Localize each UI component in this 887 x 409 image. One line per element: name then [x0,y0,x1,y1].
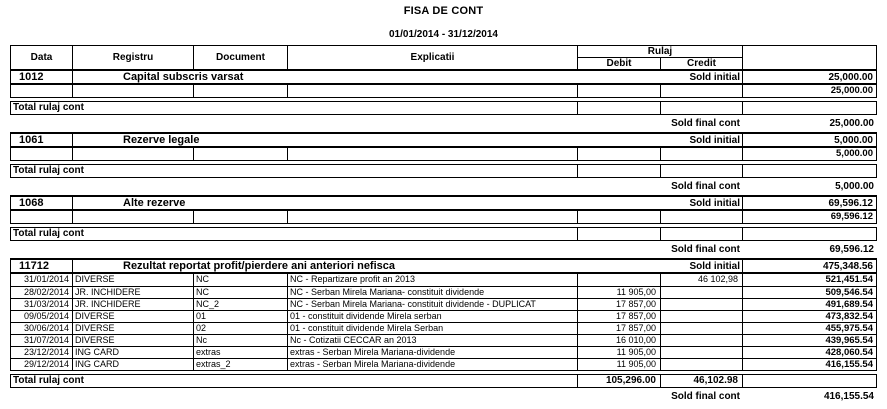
col-header-sold [743,46,876,69]
total-debit: 105,296.00 [578,375,661,387]
col-header-data: Data [11,46,73,69]
sold-final-label: Sold final cont [671,244,740,255]
table-row [11,286,876,298]
cell-explicatii: NC - Serban Mirela Mariana- constituit dividende - DUPLICAT [288,299,578,310]
table-row [11,148,876,160]
cell-registru: DIVERSE [73,323,194,334]
cell-credit: 46 102,98 [661,274,743,286]
report-period: 01/01/2014 - 31/12/2014 [389,29,498,40]
cell-explicatii: extras - Serban Mirela Mariana-dividende [288,359,578,370]
account-number: 1068 [11,197,73,209]
cell-sold: 5,000.00 [836,148,873,159]
cell-explicatii: NC - Serban Mirela Mariana- constituit dividende [288,287,578,298]
cell-registru: JR. INCHIDERE [73,299,194,310]
cell-debit: 17 857,00 [578,311,661,322]
table-row [11,358,876,370]
account-number: 1061 [11,134,73,146]
cell-debit: 11 905,00 [578,287,661,298]
cell-explicatii [288,85,578,97]
cell-credit [661,311,743,322]
cell-credit [661,85,743,97]
cell-document: NC_2 [194,299,288,310]
cell-document: extras [194,347,288,358]
account-number: 11712 [11,260,73,272]
account-sheet [10,45,877,402]
cell-sold: 25,000.00 [830,85,873,96]
sold-final-line [10,181,877,192]
total-credit [661,228,743,240]
sold-final-label: Sold final cont [671,181,740,192]
cell-debit: 11 905,00 [578,347,661,358]
sold-initial-label: Sold initial [578,71,743,83]
total-rulaj-label: Total rulaj cont [11,102,578,114]
account-section-1068 [10,195,877,255]
cell-document [194,148,288,160]
table-row [11,298,876,310]
table-row [11,334,876,346]
cell-credit [661,287,743,298]
cell-document: NC [194,274,288,286]
cell-document: 01 [194,311,288,322]
account-rows [10,85,877,98]
col-header-document: Document [194,46,288,69]
account-header-row [10,132,877,148]
cell-data: 31/01/2014 [11,274,73,286]
account-header-row [10,69,877,85]
col-header-rulaj: Rulaj [578,46,742,58]
cell-sold: 491,689.54 [825,299,873,310]
account-title: Rezultat reportat profit/pierdere ani anteriori nefisca [123,260,396,272]
cell-registru: DIVERSE [73,274,194,286]
cell-data: 31/07/2014 [11,335,73,346]
table-row [11,310,876,322]
sold-final-line [10,118,877,129]
table-row [11,85,876,97]
cell-explicatii: 01 - constituit dividende Mirela Serban [288,323,578,334]
cell-document: NC [194,287,288,298]
cell-registru: DIVERSE [73,311,194,322]
cell-credit [661,323,743,334]
cell-data: 28/02/2014 [11,287,73,298]
total-rulaj-row [10,374,877,388]
cell-explicatii: extras - Serban Mirela Mariana-dividende [288,347,578,358]
sold-initial-label: Sold initial [578,260,743,272]
table-row [11,274,876,286]
cell-sold: 521,451.54 [825,274,873,285]
total-rulaj-label: Total rulaj cont [11,375,578,387]
sold-initial-label: Sold initial [578,197,743,209]
account-header-row [10,195,877,211]
cell-registru: JR. INCHIDERE [73,287,194,298]
cell-document [194,211,288,223]
cell-registru [73,211,194,223]
account-rows [10,274,877,371]
cell-explicatii [288,148,578,160]
cell-debit [578,211,661,223]
cell-data: 23/12/2014 [11,347,73,358]
account-header-row [10,258,877,274]
sold-final-line [10,391,877,402]
cell-sold: 69,596.12 [830,211,873,222]
total-credit: 46,102.98 [661,375,743,387]
total-credit [661,165,743,177]
sold-initial-value: 5,000.00 [834,134,873,146]
cell-registru [73,148,194,160]
cell-debit: 17 857,00 [578,323,661,334]
total-rulaj-row [10,101,877,115]
account-number: 1012 [11,71,73,83]
cell-credit [661,148,743,160]
cell-debit [578,148,661,160]
report-title: FISA DE CONT [403,5,484,17]
sold-initial-label: Sold initial [578,134,743,146]
cell-registru: ING CARD [73,347,194,358]
cell-data: 29/12/2014 [11,359,73,370]
cell-sold: 473,832.54 [825,311,873,322]
account-section-1061 [10,132,877,192]
col-header-explicatii: Explicatii [288,46,578,69]
cell-debit [578,274,661,286]
table-row [11,322,876,334]
cell-registru: ING CARD [73,359,194,370]
sold-initial-value: 25,000.00 [828,71,873,83]
account-title: Capital subscris varsat [123,71,244,83]
account-rows [10,148,877,161]
cell-data [11,211,73,223]
total-debit [578,165,661,177]
cell-sold: 509,546.54 [825,287,873,298]
cell-debit: 16 010,00 [578,335,661,346]
cell-data: 09/05/2014 [11,311,73,322]
sold-final-value: 5,000.00 [835,181,874,192]
cell-document: extras_2 [194,359,288,370]
total-rulaj-label: Total rulaj cont [11,228,578,240]
cell-explicatii [288,211,578,223]
cell-data [11,148,73,160]
col-header-credit: Credit [687,58,716,69]
cell-credit [661,211,743,223]
cell-document: 02 [194,323,288,334]
col-header-debit: Debit [578,58,661,69]
cell-explicatii: 01 - constituit dividende Mirela serban [288,311,578,322]
account-title: Alte rezerve [123,197,186,209]
total-rulaj-label: Total rulaj cont [11,165,578,177]
total-rulaj-row [10,164,877,178]
cell-registru: DIVERSE [73,335,194,346]
table-row [11,346,876,358]
col-header-rulaj-group [578,46,743,69]
sold-final-value: 416,155.54 [823,391,874,402]
cell-data [11,85,73,97]
account-section-11712 [10,258,877,402]
cell-credit [661,335,743,346]
sold-initial-value: 69,596.12 [828,197,873,209]
col-header-registru: Registru [73,46,194,69]
sold-initial-value: 475,348.56 [822,260,873,272]
cell-sold: 455,975.54 [825,323,873,334]
cell-sold: 416,155.54 [825,359,873,370]
total-debit [578,228,661,240]
cell-debit: 11 905,00 [578,359,661,370]
account-section-1012 [10,69,877,129]
cell-explicatii: NC - Repartizare profit an 2013 [288,274,578,286]
cell-document: Nc [194,335,288,346]
sold-final-value: 25,000.00 [829,118,874,129]
cell-sold: 439,965.54 [825,335,873,346]
table-header [10,45,877,69]
account-title: Rezerve legale [123,134,200,146]
table-row [11,211,876,223]
sold-final-label: Sold final cont [671,118,740,129]
cell-explicatii: Nc - Cotizatii CECCAR an 2013 [288,335,578,346]
cell-data: 30/06/2014 [11,323,73,334]
cell-registru [73,85,194,97]
cell-credit [661,347,743,358]
cell-sold: 428,060.54 [825,347,873,358]
sold-final-value: 69,596.12 [829,244,874,255]
cell-document [194,85,288,97]
sold-final-label: Sold final cont [671,391,740,402]
total-credit [661,102,743,114]
cell-debit [578,85,661,97]
total-rulaj-row [10,227,877,241]
cell-credit [661,359,743,370]
cell-credit [661,299,743,310]
account-rows [10,211,877,224]
sold-final-line [10,244,877,255]
cell-debit: 17 857,00 [578,299,661,310]
total-debit [578,102,661,114]
cell-data: 31/03/2014 [11,299,73,310]
